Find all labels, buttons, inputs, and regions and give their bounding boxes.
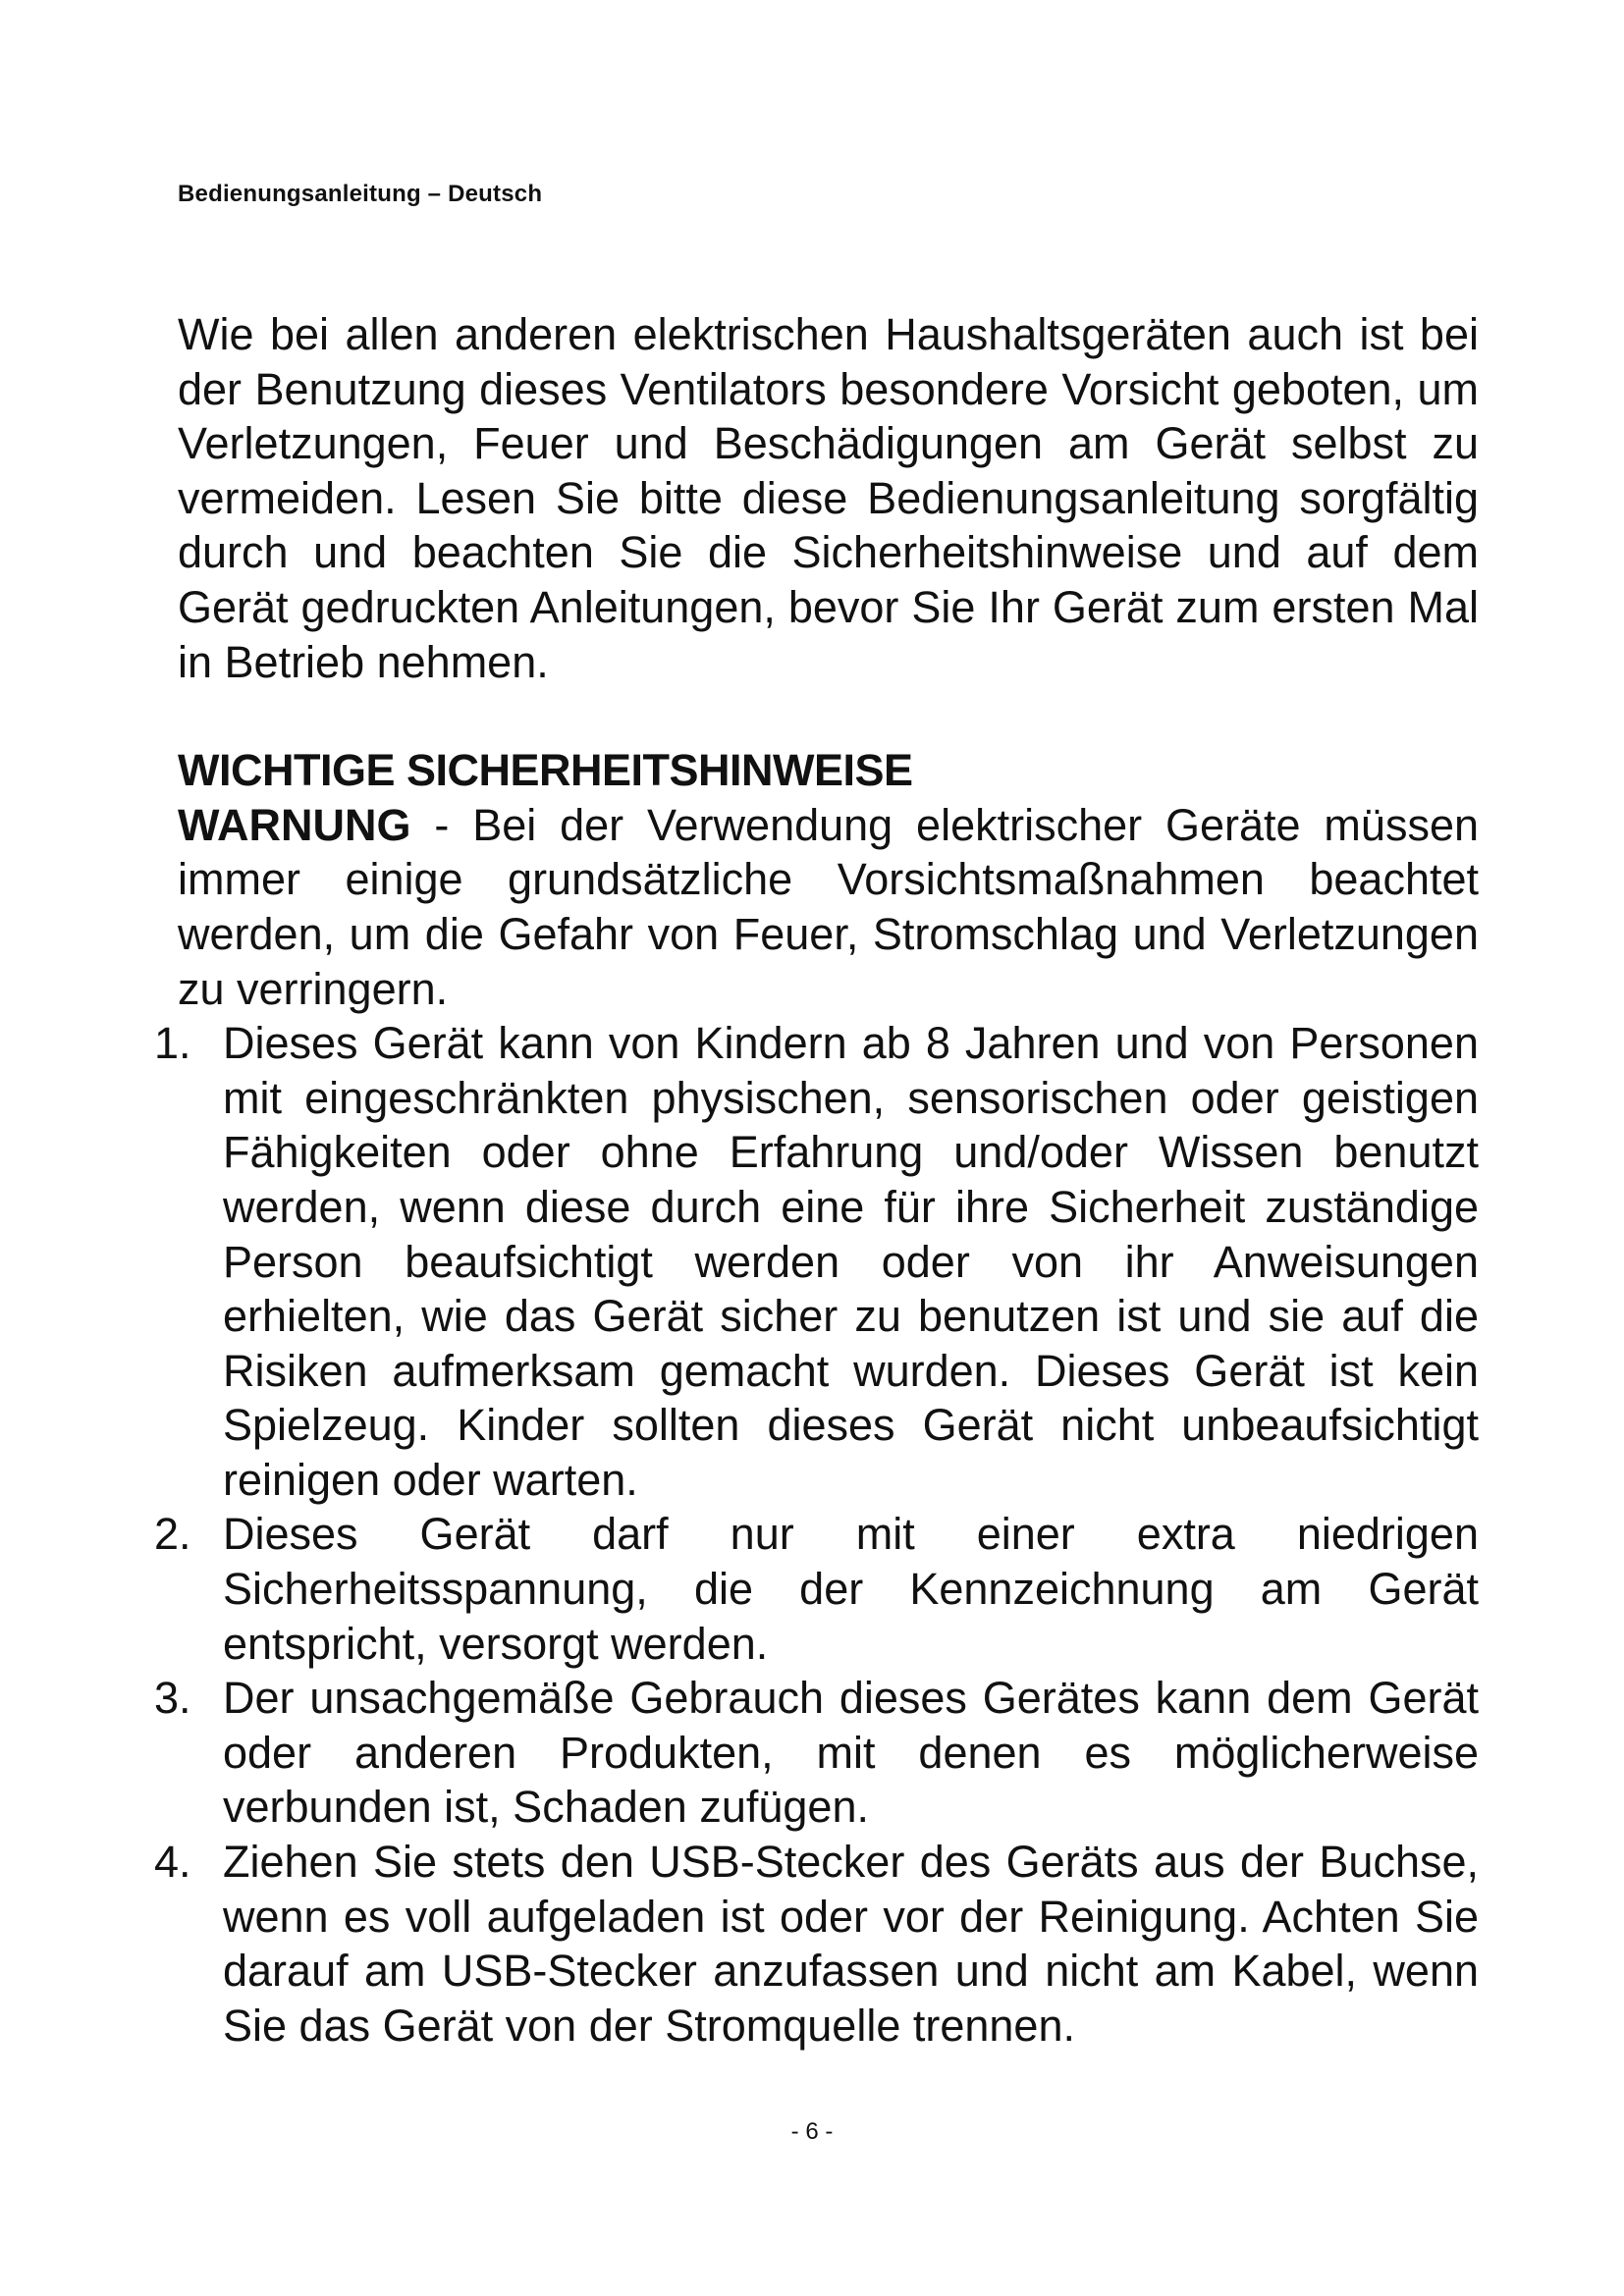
list-item <box>154 1835 1479 2053</box>
list-item-number: 3. <box>154 1673 191 1724</box>
section-title: WICHTIGE SICHERHEITSHINWEISE <box>178 745 913 796</box>
warning-paragraph <box>178 798 1479 1016</box>
list-item-text: Der unsachgemäße Gebrauch dieses Gerätes kann dem Gerät oder anderen Produkten, mit denen es möglicherweise verbunden ist, Schaden zufügen. <box>223 1673 1479 1833</box>
list-item-text: Dieses Gerät darf nur mit einer extra niedrigen Sicherheitsspannung, die der Kennzeichnung am Gerät entspricht, versorgt werden. <box>223 1509 1479 1669</box>
list-item <box>154 1671 1479 1835</box>
list-item-number: 2. <box>154 1509 191 1560</box>
warning-text: - Bei der Verwendung elektrischer Geräte müssen immer einige grundsätzliche Vorsichtsmaßnahmen beachtet werden, um die Gefahr von Feuer, Stromschlag und Verletzungen zu verringern. <box>178 799 1479 1014</box>
list-item <box>154 1507 1479 1671</box>
page-content <box>154 307 1479 2053</box>
list-item-number: 4. <box>154 1837 191 1888</box>
page-number: - 6 - <box>790 2118 834 2145</box>
list-item <box>154 1016 1479 1507</box>
warning-label: WARNUNG <box>178 799 411 850</box>
safety-list <box>154 1016 1479 2053</box>
intro-paragraph: Wie bei allen anderen elektrischen Haushaltsgeräten auch ist bei der Benutzung dieses Ventilators besondere Vorsicht geboten, um Verletzungen, Feuer und Beschädigungen am Gerät selbst zu vermeiden. Lesen Sie bitte diese Bedienungsanleitung sorgfältig durch und beachten Sie die Sicherheitshinweise und auf dem Gerät gedruckten Anleitungen, bevor Sie Ihr Gerät zum ersten Mal in Betrieb nehmen. <box>178 309 1479 687</box>
page-header: Bedienungsanleitung – Deutsch <box>178 181 543 207</box>
list-item-number: 1. <box>154 1018 191 1069</box>
list-item-text: Dieses Gerät kann von Kindern ab 8 Jahren und von Personen mit eingeschränkten physischen, sensorischen oder geistigen Fähigkeiten oder ohne Erfahrung und/oder Wissen benutzt werden, wenn diese durch eine für ihre Sicherheit zuständige Person beaufsichtigt werden oder von ihr Anweisungen erhielten, wie das Gerät sicher zu benutzen ist und sie auf die Risiken aufmerksam gemacht wurden. Dieses Gerät ist kein Spielzeug. Kinder sollten dieses Gerät nicht unbeaufsichtigt reinigen oder warten. <box>223 1018 1479 1505</box>
list-item-text: Ziehen Sie stets den USB-Stecker des Geräts aus der Buchse, wenn es voll aufgeladen ist oder vor der Reinigung. Achten Sie darauf am USB-Stecker anzufassen und nicht am Kabel, wenn Sie das Gerät von der Stromquelle trennen. <box>223 1837 1479 2051</box>
